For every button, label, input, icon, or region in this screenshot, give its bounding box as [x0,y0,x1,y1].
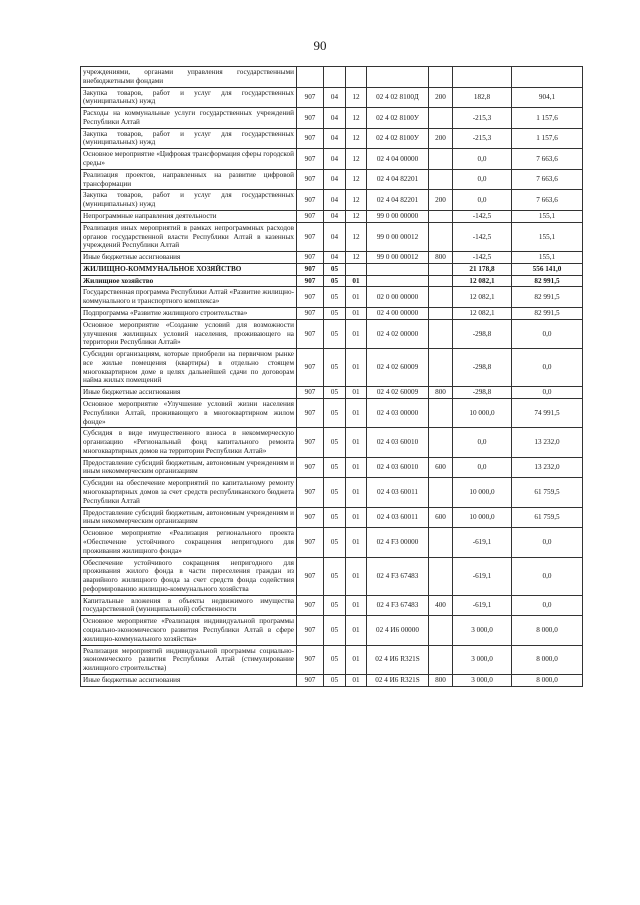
section-code-cell: 05 [324,528,346,557]
target-article-cell: 02 4 02 8100У [367,108,429,129]
table-row [81,108,583,129]
target-article-cell: 02 4 03 00000 [367,399,429,428]
section-code-cell: 04 [324,108,346,129]
table-row [81,263,583,275]
item-name-cell: Иные бюджетные ассигнования [81,252,297,264]
section-code-cell: 05 [324,478,346,507]
grbs-code-cell [297,67,324,88]
grbs-code-cell: 907 [297,222,324,251]
target-article-cell [367,275,429,287]
grbs-code-cell: 907 [297,275,324,287]
target-article-cell: 02 4 F3 67483 [367,595,429,616]
amount-change-cell: -215,3 [453,128,512,149]
amount-change-cell: -298,8 [453,349,512,387]
amount-total-cell: 8 000,0 [512,674,583,686]
amount-total-cell: 82 991,5 [512,287,583,308]
grbs-code-cell: 907 [297,616,324,645]
item-name-cell: Расходы на коммунальные услуги государственных учреждений Республики Алтай [81,108,297,129]
grbs-code-cell: 907 [297,210,324,222]
table-row [81,252,583,264]
target-article-cell: 99 0 00 00000 [367,210,429,222]
grbs-code-cell: 907 [297,128,324,149]
amount-total-cell: 556 141,0 [512,263,583,275]
item-name-cell: Основное мероприятие «Создание условий для возможности улучшения жилищных условий населения, проживающего на территории Республики Алтай» [81,319,297,348]
subsection-code-cell: 12 [346,222,367,251]
subsection-code-cell: 01 [346,428,367,457]
amount-total-cell [512,67,583,88]
grbs-code-cell: 907 [297,528,324,557]
grbs-code-cell: 907 [297,149,324,170]
target-article-cell: 02 4 03 60010 [367,428,429,457]
subsection-code-cell: 01 [346,275,367,287]
amount-total-cell: 13 232,0 [512,428,583,457]
subsection-code-cell: 01 [346,349,367,387]
table-row [81,190,583,211]
expense-type-cell [429,319,453,348]
table-row [81,528,583,557]
amount-change-cell: 10 000,0 [453,399,512,428]
amount-total-cell: 74 991,5 [512,399,583,428]
table-row [81,557,583,595]
table-row [81,478,583,507]
target-article-cell: 99 0 00 00012 [367,252,429,264]
grbs-code-cell: 907 [297,349,324,387]
expense-type-cell: 200 [429,190,453,211]
table-row [81,169,583,190]
expense-type-cell: 200 [429,128,453,149]
table-row [81,67,583,88]
amount-total-cell: 0,0 [512,319,583,348]
subsection-code-cell [346,263,367,275]
section-code-cell: 05 [324,387,346,399]
amount-change-cell: 3 000,0 [453,674,512,686]
subsection-code-cell: 01 [346,528,367,557]
grbs-code-cell: 907 [297,557,324,595]
expense-type-cell [429,222,453,251]
subsection-code-cell: 01 [346,457,367,478]
amount-change-cell [453,67,512,88]
expense-type-cell [429,428,453,457]
amount-change-cell: 0,0 [453,457,512,478]
grbs-code-cell: 907 [297,507,324,528]
item-name-cell: Подпрограмма «Развитие жилищного строительства» [81,307,297,319]
amount-change-cell: 12 082,1 [453,275,512,287]
expense-type-cell: 600 [429,507,453,528]
item-name-cell: Закупка товаров, работ и услуг для государственных (муниципальных) нужд [81,190,297,211]
section-code-cell: 04 [324,210,346,222]
expense-type-cell [429,307,453,319]
amount-total-cell: 0,0 [512,528,583,557]
amount-change-cell: -142,5 [453,222,512,251]
section-code-cell: 05 [324,595,346,616]
target-article-cell: 02 4 02 8100Д [367,87,429,108]
item-name-cell: Реализация проектов, направленных на развитие цифровой трансформации [81,169,297,190]
amount-total-cell: 82 991,5 [512,307,583,319]
amount-change-cell: 12 082,1 [453,287,512,308]
subsection-code-cell: 01 [346,645,367,674]
target-article-cell: 02 4 02 60009 [367,387,429,399]
amount-total-cell: 8 000,0 [512,645,583,674]
subsection-code-cell [346,67,367,88]
grbs-code-cell: 907 [297,674,324,686]
section-code-cell: 04 [324,169,346,190]
table-row [81,674,583,686]
amount-total-cell: 7 663,6 [512,169,583,190]
expense-type-cell: 800 [429,387,453,399]
grbs-code-cell: 907 [297,169,324,190]
amount-change-cell: -619,1 [453,557,512,595]
table-row [81,319,583,348]
amount-change-cell: -298,8 [453,319,512,348]
grbs-code-cell: 907 [297,387,324,399]
item-name-cell: Иные бюджетные ассигнования [81,387,297,399]
item-name-cell: Реализация иных мероприятий в рамках непрограммных расходов органов государственной власти Республики Алтай в казенных учреждений Республики Алтай [81,222,297,251]
target-article-cell: 02 4 03 60010 [367,457,429,478]
section-code-cell: 05 [324,645,346,674]
target-article-cell [367,263,429,275]
target-article-cell: 02 4 03 60011 [367,478,429,507]
table-row [81,595,583,616]
amount-change-cell: 0,0 [453,190,512,211]
section-code-cell: 05 [324,557,346,595]
expense-type-cell [429,67,453,88]
section-code-cell: 05 [324,275,346,287]
expense-type-cell: 800 [429,252,453,264]
table-row [81,307,583,319]
target-article-cell: 02 4 И6 00000 [367,616,429,645]
target-article-cell: 02 4 F3 67483 [367,557,429,595]
section-code-cell: 05 [324,399,346,428]
item-name-cell: Закупка товаров, работ и услуг для государственных (муниципальных) нужд [81,87,297,108]
amount-total-cell: 1 157,6 [512,108,583,129]
amount-change-cell: -298,8 [453,387,512,399]
section-code-cell: 05 [324,616,346,645]
expense-type-cell [429,263,453,275]
section-code-cell: 05 [324,263,346,275]
expense-type-cell [429,149,453,170]
subsection-code-cell: 01 [346,616,367,645]
item-name-cell: Предоставление субсидий бюджетным, автономным учреждениям и иным некоммерческим организациям [81,457,297,478]
section-code-cell: 05 [324,349,346,387]
amount-change-cell: -619,1 [453,528,512,557]
item-name-cell: Основное мероприятие «Реализация индивидуальной программы социально-экономического развития Республики Алтай в сфере жилищно-коммунального хозяйства» [81,616,297,645]
item-name-cell: Государственная программа Республики Алтай «Развитие жилищно-коммунального и транспортного комплекса» [81,287,297,308]
grbs-code-cell: 907 [297,319,324,348]
item-name-cell: Реализация мероприятий индивидуальной программы социально-экономического развития Республики Алтай (стимулирование жилищного строительства) [81,645,297,674]
grbs-code-cell: 907 [297,645,324,674]
table-row [81,210,583,222]
section-code-cell: 05 [324,507,346,528]
page-number: 90 [313,38,327,53]
table-row [81,222,583,251]
grbs-code-cell: 907 [297,287,324,308]
target-article-cell: 02 4 И6 R321S [367,674,429,686]
amount-total-cell: 904,1 [512,87,583,108]
table-row [81,275,583,287]
expense-type-cell [429,528,453,557]
target-article-cell: 02 4 И6 R321S [367,645,429,674]
expense-type-cell: 200 [429,87,453,108]
section-code-cell: 05 [324,428,346,457]
amount-total-cell: 7 663,6 [512,190,583,211]
subsection-code-cell: 12 [346,149,367,170]
grbs-code-cell: 907 [297,108,324,129]
amount-change-cell: -142,5 [453,252,512,264]
item-name-cell: Иные бюджетные ассигнования [81,674,297,686]
expense-type-cell [429,616,453,645]
subsection-code-cell: 12 [346,252,367,264]
grbs-code-cell: 907 [297,457,324,478]
item-name-cell: Субсидия в виде имущественного взноса в некоммерческую организацию «Региональный фонд капитального ремонта многоквартирных домов на территории Республики Алтай» [81,428,297,457]
amount-change-cell: 21 178,8 [453,263,512,275]
section-code-cell: 04 [324,87,346,108]
amount-change-cell: 0,0 [453,169,512,190]
amount-change-cell: 182,8 [453,87,512,108]
expense-type-cell: 600 [429,457,453,478]
amount-total-cell: 155,1 [512,252,583,264]
section-code-cell: 05 [324,319,346,348]
table-row [81,387,583,399]
amount-total-cell: 155,1 [512,222,583,251]
target-article-cell [367,67,429,88]
item-name-cell: Основное мероприятие «Улучшение условий жизни населения Республики Алтай, проживающего в многоквартирном жилом фонде» [81,399,297,428]
amount-total-cell: 155,1 [512,210,583,222]
item-name-cell: Обеспечение устойчивого сокращения непригодного для проживания жилого фонда в части переселения граждан из аварийного жилищного фонда за счет средств фонда содействия реформированию жилищно-коммунального хозяйства [81,557,297,595]
amount-total-cell: 0,0 [512,349,583,387]
budget-table [80,66,583,687]
grbs-code-cell: 907 [297,307,324,319]
section-code-cell: 05 [324,307,346,319]
subsection-code-cell: 01 [346,557,367,595]
subsection-code-cell: 01 [346,507,367,528]
subsection-code-cell: 12 [346,210,367,222]
expense-type-cell [429,349,453,387]
subsection-code-cell: 01 [346,319,367,348]
table-row [81,457,583,478]
expense-type-cell: 400 [429,595,453,616]
amount-total-cell: 13 232,0 [512,457,583,478]
expense-type-cell [429,399,453,428]
subsection-code-cell: 01 [346,674,367,686]
item-name-cell: Основное мероприятие «Реализация регионального проекта «Обеспечение устойчивого сокращения непригодного для проживания жилищного фонда» [81,528,297,557]
section-code-cell: 04 [324,149,346,170]
subsection-code-cell: 12 [346,190,367,211]
grbs-code-cell: 907 [297,263,324,275]
table-row [81,428,583,457]
target-article-cell: 02 4 04 00000 [367,149,429,170]
expense-type-cell [429,275,453,287]
subsection-code-cell: 01 [346,399,367,428]
amount-change-cell: 10 000,0 [453,507,512,528]
item-name-cell: учреждениями, органами управления государственными внебюджетными фондами [81,67,297,88]
table-row [81,399,583,428]
amount-total-cell: 0,0 [512,387,583,399]
section-code-cell: 05 [324,287,346,308]
subsection-code-cell: 01 [346,287,367,308]
subsection-code-cell: 01 [346,478,367,507]
item-name-cell: Субсидии организациям, которые приобрели на первичном рынке все жилые помещения (квартиры) в отдельно стоящем многоквартирном доме в целях дальнейшей сдачи по договорам найма жилых помещений [81,349,297,387]
item-name-cell: ЖИЛИЩНО-КОММУНАЛЬНОЕ ХОЗЯЙСТВО [81,263,297,275]
grbs-code-cell: 907 [297,478,324,507]
subsection-code-cell: 12 [346,87,367,108]
table-row [81,87,583,108]
amount-change-cell: 3 000,0 [453,616,512,645]
subsection-code-cell: 01 [346,387,367,399]
item-name-cell: Закупка товаров, работ и услуг для государственных (муниципальных) нужд [81,128,297,149]
target-article-cell: 02 4 02 8100У [367,128,429,149]
table-row [81,507,583,528]
subsection-code-cell: 01 [346,307,367,319]
section-code-cell: 05 [324,674,346,686]
expense-type-cell [429,478,453,507]
subsection-code-cell: 12 [346,108,367,129]
target-article-cell: 02 4 02 00000 [367,319,429,348]
target-article-cell: 02 4 00 00000 [367,307,429,319]
expense-type-cell [429,287,453,308]
amount-total-cell: 61 759,5 [512,478,583,507]
table-row [81,645,583,674]
table-row [81,149,583,170]
table-row [81,616,583,645]
amount-change-cell: 10 000,0 [453,478,512,507]
item-name-cell: Жилищное хозяйство [81,275,297,287]
target-article-cell: 99 0 00 00012 [367,222,429,251]
grbs-code-cell: 907 [297,87,324,108]
expense-type-cell [429,169,453,190]
table-row [81,349,583,387]
grbs-code-cell: 907 [297,190,324,211]
amount-total-cell: 0,0 [512,557,583,595]
item-name-cell: Субсидии на обеспечение мероприятий по капитальному ремонту многоквартирных домов за счет средств республиканского бюджета Республики Алтай [81,478,297,507]
subsection-code-cell: 01 [346,595,367,616]
expense-type-cell: 800 [429,674,453,686]
amount-change-cell: 3 000,0 [453,645,512,674]
target-article-cell: 02 4 04 82201 [367,169,429,190]
amount-change-cell: 0,0 [453,428,512,457]
item-name-cell: Непрограммные направления деятельности [81,210,297,222]
amount-total-cell: 61 759,5 [512,507,583,528]
grbs-code-cell: 907 [297,428,324,457]
grbs-code-cell: 907 [297,595,324,616]
amount-change-cell: -142,5 [453,210,512,222]
section-code-cell: 04 [324,222,346,251]
expense-type-cell [429,557,453,595]
target-article-cell: 02 4 F3 00000 [367,528,429,557]
amount-total-cell: 1 157,6 [512,128,583,149]
expense-type-cell [429,645,453,674]
subsection-code-cell: 12 [346,169,367,190]
item-name-cell: Капитальные вложения в объекты недвижимого имущества государственной (муниципальной) собственности [81,595,297,616]
amount-total-cell: 0,0 [512,595,583,616]
table-row [81,287,583,308]
amount-total-cell: 82 991,5 [512,275,583,287]
table-row [81,128,583,149]
amount-total-cell: 7 663,6 [512,149,583,170]
target-article-cell: 02 4 04 82201 [367,190,429,211]
section-code-cell: 05 [324,457,346,478]
item-name-cell: Предоставление субсидий бюджетным, автономным учреждениям и иным некоммерческим организациям [81,507,297,528]
target-article-cell: 02 0 00 00000 [367,287,429,308]
item-name-cell: Основное мероприятие «Цифровая трансформация сферы городской среды» [81,149,297,170]
target-article-cell: 02 4 02 60009 [367,349,429,387]
grbs-code-cell: 907 [297,252,324,264]
amount-change-cell: 12 082,1 [453,307,512,319]
expense-type-cell [429,210,453,222]
expense-type-cell [429,108,453,129]
target-article-cell: 02 4 03 60011 [367,507,429,528]
section-code-cell: 04 [324,190,346,211]
grbs-code-cell: 907 [297,399,324,428]
amount-total-cell: 8 000,0 [512,616,583,645]
amount-change-cell: -619,1 [453,595,512,616]
section-code-cell: 04 [324,252,346,264]
section-code-cell: 04 [324,128,346,149]
amount-change-cell: -215,3 [453,108,512,129]
amount-change-cell: 0,0 [453,149,512,170]
section-code-cell [324,67,346,88]
subsection-code-cell: 12 [346,128,367,149]
